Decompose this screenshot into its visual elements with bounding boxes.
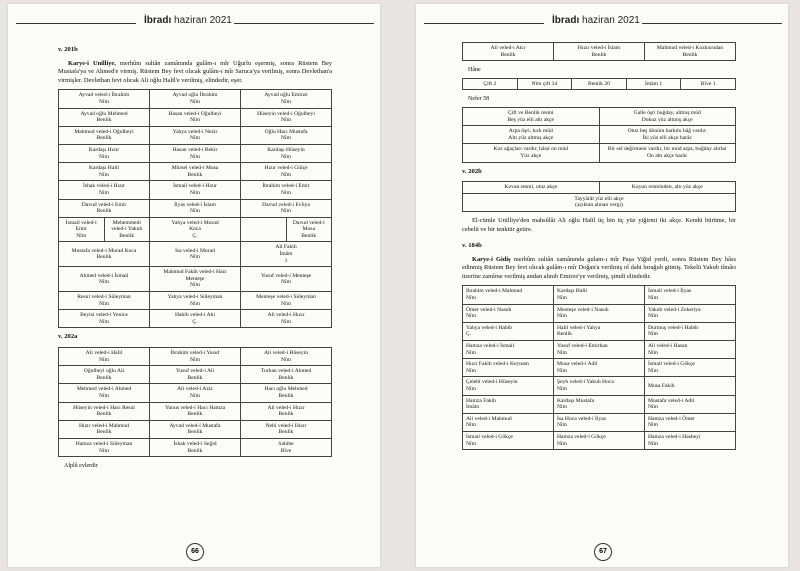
table-cell: Ali veled-i Hızır Nîm — [241, 310, 332, 328]
table-cell: Kardaşı Halil Nîm — [59, 163, 150, 181]
table-cell: Mahmud veled-i Oğulbeyi Benlik — [59, 126, 150, 144]
household-table-201b — [58, 89, 332, 328]
table-cell: İsa Hoca veled-i İlyas Nîm — [554, 413, 645, 431]
paragraph-mahsulat: El-cümle Unilliye'den mahsûlât Ali oğlu Halil üç bin üç yüz yiğirmi iki akçe. Kendü bürüme, bir cebelü ve bir tenktür getire. — [462, 216, 736, 233]
table-cell: Mahmud Fakih veled-i Hacı Menteşe Nîm — [150, 267, 241, 292]
table-cell: Yahya veled-i Süleyman Nîm — [150, 292, 241, 310]
table-row — [59, 163, 332, 181]
table-cell: Hasan veled-i Oğulbeyi Nîm — [150, 108, 241, 126]
table-row — [59, 420, 332, 438]
table-cell: Habib veled-i Ahi Ç. — [150, 310, 241, 328]
table-cell: Hamza veled-i Süleyman Nîm — [59, 438, 150, 456]
table-cell: Koz ağaçları vardır, hâsıl on müd Yüz akçe — [463, 144, 600, 162]
table-cell: Benlik 20 — [572, 78, 627, 90]
table-cell: Hamza veled-i Ömer Nîm — [645, 413, 736, 431]
header-rule-right — [234, 23, 374, 24]
table-cell: Hacı oğlu Mehmed Benlik — [241, 384, 332, 402]
table-cell: İshak veled-i Seğid Benlik — [150, 438, 241, 456]
table-row — [59, 108, 332, 126]
table-cell: Oğlu Hacı Mustafa Nîm — [241, 126, 332, 144]
counts-table — [462, 78, 736, 91]
right-page — [416, 4, 788, 567]
left-content — [58, 42, 332, 474]
table-row — [463, 359, 736, 377]
table-cell: Davud veled-i Evliya Nîm — [241, 199, 332, 217]
table-row — [463, 286, 736, 304]
table-cell: Yakub veled-i Zekeriya Nîm — [645, 304, 736, 322]
table-cell: İsmail veled-i Hızır Nîm — [150, 181, 241, 199]
table-cell: Yusuf veled-i Ali Benlik — [150, 366, 241, 384]
right-content — [462, 42, 736, 455]
table-row — [59, 181, 332, 199]
table-cell: Mehmed veled-i Ahmed Nîm — [59, 384, 150, 402]
table-cell: Galle öşri buğday, altmış müd Dokuz yüz altmış akçe — [599, 107, 736, 125]
table-cell: Hamza Fakih İmâm — [463, 395, 554, 413]
table-cell: Ali veled-i Hüseyin Nîm — [241, 348, 332, 366]
table-cell: İsa veled-i Murad Nîm — [150, 242, 241, 267]
table-row — [463, 107, 736, 125]
table-cell: Kardaşı Mustafa Nîm — [554, 395, 645, 413]
table-row — [59, 242, 332, 267]
page-header — [416, 12, 788, 32]
table-cell: Sahibe Bîve — [241, 438, 332, 456]
table-cell: Çift 2 — [463, 78, 518, 90]
household-table-202a — [58, 347, 332, 457]
table-cell: Hamza veled-i Gökçe Nîm — [554, 431, 645, 449]
table-cell: Hüseyin veled-i Oğulbeyi Nîm — [241, 108, 332, 126]
table-cell: Yahya veled-i Murad Koca Ç. — [150, 217, 241, 242]
tax-cell: Kovan resmi, otuz akçe — [463, 182, 600, 194]
paragraph-text: merhûm sultân zamânında gulam-ı mîr Paşa Yiğid yerdi, sonra Rüstem Bey hâss edinmiş Rüstem Bey fevt olıcak gulâm-ı mîr Doğan'a verilmiş ol dahi bırağub gitmiş. Tekelü Yakub tîmârı üzerine zamîme verilmiş andan alınıb Emirze'ye verilmiş, şimdi elindedir. — [462, 255, 736, 280]
table-cell: Beyisi veled-i Yenice Nîm — [59, 310, 150, 328]
table-cell: Otuz beş dönüm harkılu bâğ vardır. İki yüz elli akçe harâc — [599, 126, 736, 144]
tax-cell: Tayyârât yüz elli akçe (açıktan alınan vergi) — [463, 193, 736, 211]
table-cell: Hızır veled-i Gülçe Nîm — [241, 163, 332, 181]
table-cell: Mahmud veled-i Kozkurudan Benlik — [645, 43, 736, 61]
table-cell: Ayvad oğlu Mehmed Benlik — [59, 108, 150, 126]
table-cell: İsmail veled-i Gökçe Nîm — [463, 431, 554, 449]
nefer-label: Nefer 58 — [468, 96, 490, 103]
table-row — [59, 402, 332, 420]
table-row — [463, 377, 736, 395]
table-row — [463, 126, 736, 144]
table-row — [59, 144, 332, 162]
table-cell: Ali veled-i Aziz Nîm — [150, 384, 241, 402]
table-cell: Bîve 1 — [681, 78, 736, 90]
tax-table-202b — [462, 181, 736, 212]
header-issue: haziran 2021 — [582, 15, 640, 26]
table-row — [59, 310, 332, 328]
header-rule-right — [642, 23, 782, 24]
table-cell: Menteşe veled-i Nasuh Nîm — [554, 304, 645, 322]
table-row — [59, 438, 332, 456]
table-row — [59, 126, 332, 144]
table-cell: Mehemmedi veled-i Yakub Benlik — [104, 217, 150, 242]
table-cell: Kardaşı Hızır Nîm — [59, 144, 150, 162]
table-row — [463, 144, 736, 162]
table-row — [59, 217, 332, 242]
table-cell: İsmail veled-i Emir Nîm — [59, 217, 105, 242]
table-row — [463, 431, 736, 449]
header-brand: İbradı — [144, 15, 172, 26]
alplu-note: Alplû evlerdir — [64, 463, 98, 470]
header-title — [144, 15, 232, 26]
household-table-continued — [462, 42, 736, 61]
page-number: 67 — [594, 543, 612, 561]
table-row — [59, 292, 332, 310]
table-row — [59, 348, 332, 366]
table-cell: İbrahim veled-i Emir Nîm — [241, 181, 332, 199]
table-cell: Kardaşı Hüseyin Nîm — [241, 144, 332, 162]
tax-table — [462, 107, 736, 163]
table-cell: Hızır veled-i Mahmud Benlik — [59, 420, 150, 438]
table-cell: Halil veled-i Yahya Benlik — [554, 322, 645, 340]
section-title-202a: v. 202a — [58, 333, 78, 341]
table-cell: Bir sel değirmeni vardır, bir müd arpa, buğday alırlar On altı akçe harâc — [599, 144, 736, 162]
table-cell: Nîm çift 34 — [517, 78, 572, 90]
table-row — [463, 413, 736, 431]
table-row — [463, 322, 736, 340]
table-cell: Mustafa veled-i Murad Koca Benlik — [59, 242, 150, 267]
table-cell: Ayvad oğlu İbrahim Nîm — [150, 90, 241, 108]
header-title — [552, 15, 640, 26]
section-title-201b: v. 201b — [58, 46, 78, 53]
table-cell: Turhan veled-i Ahmed Benlik — [241, 366, 332, 384]
table-cell: İsmail veled-i Gökçe Nîm — [645, 359, 736, 377]
lead-unilliye: Karye-i Unilliye, — [68, 59, 116, 67]
table-cell: İshak veled-i Hızır Nîm — [59, 181, 150, 199]
hane-label: Hâne — [468, 67, 481, 74]
table-row — [463, 43, 736, 61]
header-rule-left — [16, 23, 136, 24]
table-cell: Ahmed veled-i İsmail Nîm — [59, 267, 150, 292]
table-cell: Arpa öşri, kırk müd Altı yüz altmış akçe — [463, 126, 600, 144]
page-header — [8, 12, 380, 32]
table-cell: Yusuf veled-i Menteşe Nîm — [241, 267, 332, 292]
table-cell: Yusuf veled-i Emirhan Nîm — [554, 341, 645, 359]
table-cell: Çift ve Benlik resmi Beş yüz elli altı akçe — [463, 107, 600, 125]
table-cell: Ali veled-i Hasan Nîm — [645, 341, 736, 359]
table-cell: Ayvad veled-i Mustafa Benlik — [150, 420, 241, 438]
table-cell: Musa veled-i Adil Nîm — [554, 359, 645, 377]
table-cell: Oğulbeyi oğlu Ali Benlik — [59, 366, 150, 384]
table-cell: Ayvad oğlu Emirze Nîm — [241, 90, 332, 108]
table-cell: Mustafa veled-i Adil Nîm — [645, 395, 736, 413]
table-cell: Kardaşı Halil Nîm — [554, 286, 645, 304]
table-cell: Nebi veled-i Hızır Benlik — [241, 420, 332, 438]
table-cell: Menteşe veled-i Süleyman Nîm — [241, 292, 332, 310]
table-cell: Davud veled-i Emir Benlik — [59, 199, 150, 217]
section-title-202b: v. 202b — [462, 167, 482, 175]
table-cell: Ali veled-i Atcı Benlik — [463, 43, 554, 61]
table-cell: Hüseyin veled-i Hacı Resul Benlik — [59, 402, 150, 420]
table-row — [59, 366, 332, 384]
header-issue: haziran 2021 — [174, 15, 232, 26]
table-cell: İbrahim veled-i Yusuf Nîm — [150, 348, 241, 366]
table-cell: Hasan veled-i Bekir Nîm — [150, 144, 241, 162]
table-cell: Durmuş veled-i Habib Nîm — [645, 322, 736, 340]
table-cell: Ayvad veled-i İbrahim Nîm — [59, 90, 150, 108]
table-cell: Şeyh veled-i Yakub Hoca Nîm — [554, 377, 645, 395]
table-cell: Ali veled-i Halil Nîm — [59, 348, 150, 366]
tax-cell: Koyun resminden, altı yüz akçe — [599, 182, 736, 194]
table-cell: Ali veled-i Hızır Benlik — [241, 402, 332, 420]
table-cell: İbrahim veled-i Mahmud Nîm — [463, 286, 554, 304]
table-row — [59, 267, 332, 292]
table-cell: Mürsel veled-i Musa Benlik — [150, 163, 241, 181]
table-cell: Hamza veled-i İsmail Nîm — [463, 341, 554, 359]
header-rule-left — [424, 23, 544, 24]
table-cell: Davud veled-i Musa Benlik — [286, 217, 332, 242]
table-cell: Hızır Fakih veled-i Keynam Nîm — [463, 359, 554, 377]
left-page — [8, 4, 380, 567]
table-cell — [241, 217, 287, 242]
table-cell: İsmail veled-i İlyas Nîm — [645, 286, 736, 304]
table-cell: Musa Fakih — [645, 377, 736, 395]
table-cell: İlyas veled-i İslam Nîm — [150, 199, 241, 217]
table-row — [59, 384, 332, 402]
table-cell: Resul veled-i Süleyman Nîm — [59, 292, 150, 310]
table-cell: Ömer veled-i Nasuh Nîm — [463, 304, 554, 322]
header-brand: İbradı — [552, 15, 580, 26]
household-table-184b — [462, 285, 736, 450]
table-row — [59, 199, 332, 217]
table-cell: İmâm 1 — [626, 78, 681, 90]
table-row — [463, 304, 736, 322]
table-cell: Yunus veled-i Hacı Hamza Benlik — [150, 402, 241, 420]
table-cell: Yahya veled-i Nezir Nîm — [150, 126, 241, 144]
table-cell: Çelebi veled-i Hüseyin Nîm — [463, 377, 554, 395]
table-row — [463, 395, 736, 413]
table-cell: Hamza veled-i Hasbeyi Nîm — [645, 431, 736, 449]
table-cell: Ali veled-i Mahmud Nîm — [463, 413, 554, 431]
table-cell: Yahya veled-i Habib Ç. — [463, 322, 554, 340]
table-cell: Ali Fakih İmâm 1 — [241, 242, 332, 267]
paragraph-unilliye — [58, 60, 332, 86]
table-cell: Hızır veled-i İslam Benlik — [554, 43, 645, 61]
table-row — [463, 341, 736, 359]
table-row — [59, 90, 332, 108]
page-number: 66 — [186, 543, 204, 561]
section-title-184b: v. 184b — [462, 242, 482, 250]
paragraph-text: merhûm sultân zamânında gulâm-ı mîr Uğurlu eşermiş, sonra Rüstem Bey Mustafa'ya ve Ahmed'e virmiş. Rüstem Bey fevt olıcak gulâm-ı mîr Saruca'ya verilmiş, sonra Devlethan'a virmişler. Devlethan fevt olıcak Ali oğlu Halil'e verilmiş, elindedir, eşer. — [58, 59, 333, 84]
paragraph-gidis — [462, 256, 736, 282]
lead-gidis: Karye-i Gidiş — [472, 255, 511, 263]
